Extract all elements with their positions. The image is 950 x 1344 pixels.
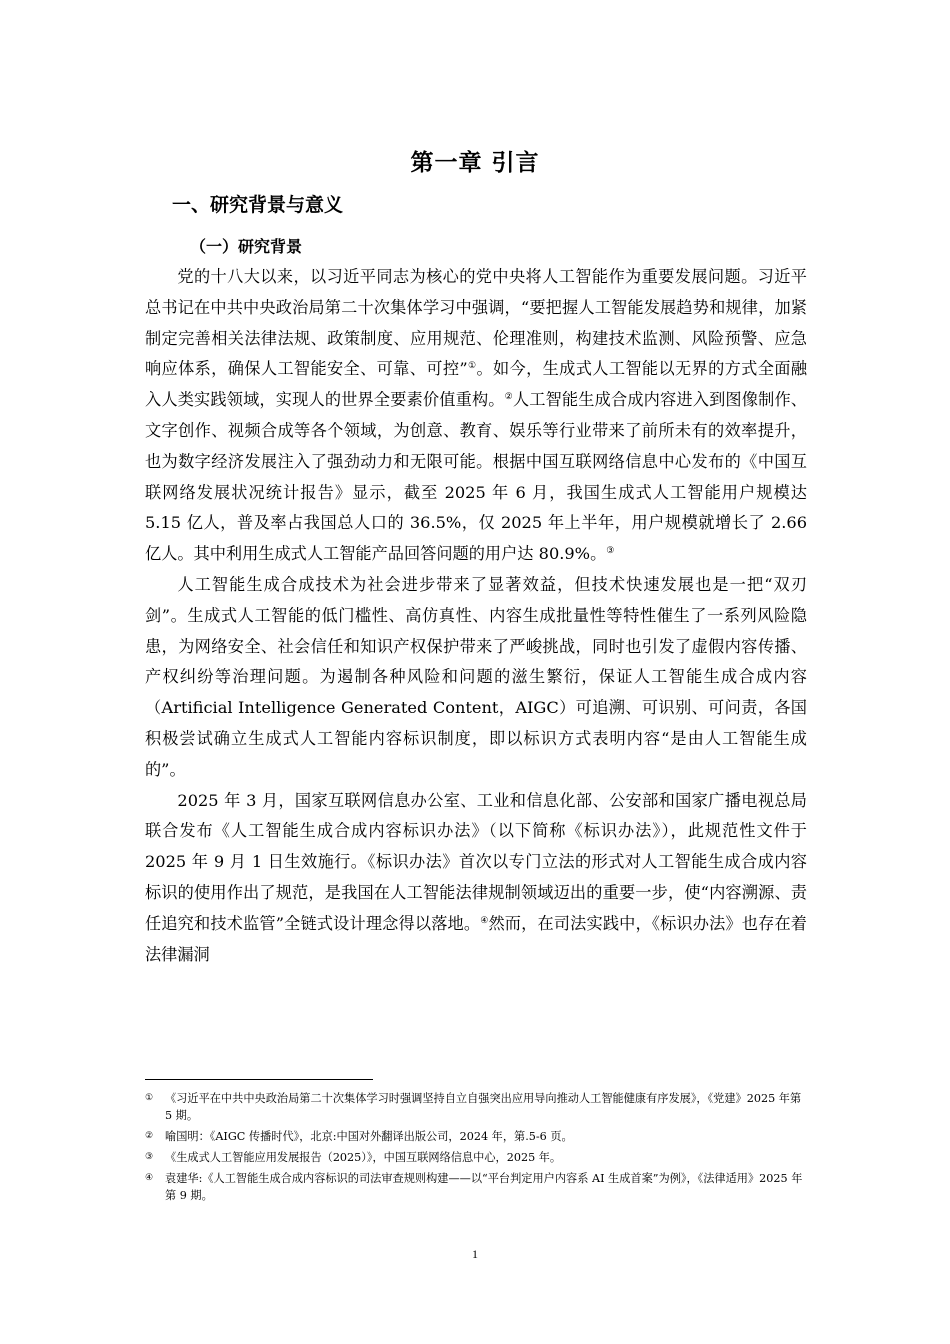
footnote [145, 1149, 807, 1166]
footnote-text: 《习近平在中共中央政治局第二十次集体学习时强调坚持自立自强突出应用导向推动人工智能健康有序发展》，《党建》2025 年第 5 期。 [165, 1092, 802, 1122]
paragraph-1 [145, 262, 807, 570]
footnote-ref-4: ④ [480, 915, 489, 926]
chapter-title: 第一章 引言 [410, 150, 540, 176]
footnote-text: 袁建华:《人工智能生成合成内容标识的司法审查规则构建——以“平台判定用户内容系 AI 生成首案”为例》，《法律适用》2025 年第 9 期。 [165, 1172, 803, 1202]
body-text [145, 262, 807, 970]
paragraph-3-part-b: 然而，在司法实践中，《标识办法》也存在着法律漏洞 [145, 913, 807, 964]
footnote-text: 《生成式人工智能应用发展报告（2025）》，中国互联网络信息中心，2025 年。 [165, 1151, 562, 1164]
footnote [145, 1128, 807, 1145]
paragraph-1-part-c: 人工智能生成合成内容进入到图像制作、文字创作、视频合成等各个领域，为创意、教育、娱乐等行业带来了前所未有的效率提升，也为数字经济发展注入了强劲动力和无限可能。根据中国互联网络信息中心发布的《中国互联网络发展状况统计报告》显示，截至 2025 年 6 月，我国生成式人工智能用户规模达 5.15 亿人，普及率占我国总人口的 36.5%，仅 2025 年上半年，用户规模就增长了 2.66 亿人。其中利用生成式人工智能产品回答问题的用户达 80.9%。 [145, 390, 807, 564]
footnote-separator [145, 1079, 373, 1080]
footnote [145, 1090, 807, 1124]
section-title: 一、研究背景与意义 [172, 194, 344, 216]
footnote-ref-1: ① [467, 361, 477, 372]
footnote-mark: ③ [145, 1152, 154, 1162]
footnote-mark: ① [145, 1093, 154, 1103]
footnote-text: 喻国明：《AIGC 传播时代》，北京:中国对外翻译出版公司，2024 年，第.5-6 页。 [165, 1130, 573, 1143]
footnote-mark: ④ [145, 1173, 154, 1183]
paragraph-3-part-a: 2025 年 3 月，国家互联网信息办公室、工业和信息化部、公安部和国家广播电视总局联合发布《人工智能生成合成内容标识办法》（以下简称《标识办法》），此规范性文件于 2025 年 9 月 1 日生效施行。《标识办法》首次以专门立法的形式对人工智能生成合成内容标识的使用作出了规范，是我国在人工智能法律规制领域迈出的重要一步，使“内容溯源、责任追究和技术监管”全链式设计理念得以落地。 [145, 790, 807, 933]
subsection-title: （一）研究背景 [190, 237, 303, 256]
footnote [145, 1170, 807, 1204]
footnote-ref-2: ② [504, 392, 513, 403]
footnote-mark: ② [145, 1131, 154, 1141]
page-number: 1 [472, 1247, 478, 1261]
paragraph-1-part-a: 党的十八大以来，以习近平同志为核心的党中央将人工智能作为重要发展问题。习近平总书记在中共中央政治局第二十次集体学习中强调，“要把握人工智能发展趋势和规律，加紧制定完善相关法律法规、政策制度、应用规范、伦理准则，构建技术监测、风险预警、应急响应体系，确保人工智能安全、可靠、可控” [145, 267, 807, 379]
paragraph-2: 人工智能生成合成技术为社会进步带来了显著效益，但技术快速发展也是一把“双刃剑”。生成式人工智能的低门槛性、高仿真性、内容生成批量性等特性催生了一系列风险隐患，为网络安全、社会信任和知识产权保护带来了严峻挑战，同时也引发了虚假内容传播、产权纠纷等治理问题。为遏制各种风险和问题的滋生繁衍，保证人工智能生成合成内容（Artificial Intelligence Generated Content，AIGC）可追溯、可识别、可问责，各国积极尝试确立生成式人工智能内容标识制度，即以标识方式表明内容“是由人工智能生成的”。 [145, 574, 807, 779]
paragraph-3 [145, 786, 807, 971]
paragraph-1-part-b: 。如今，生成式人工智能以无界的方式全面融入人类实践领域，实现人的世界全要素价值重构。 [145, 359, 808, 410]
footnote-ref-3: ③ [606, 546, 615, 557]
footnotes [145, 1090, 807, 1208]
